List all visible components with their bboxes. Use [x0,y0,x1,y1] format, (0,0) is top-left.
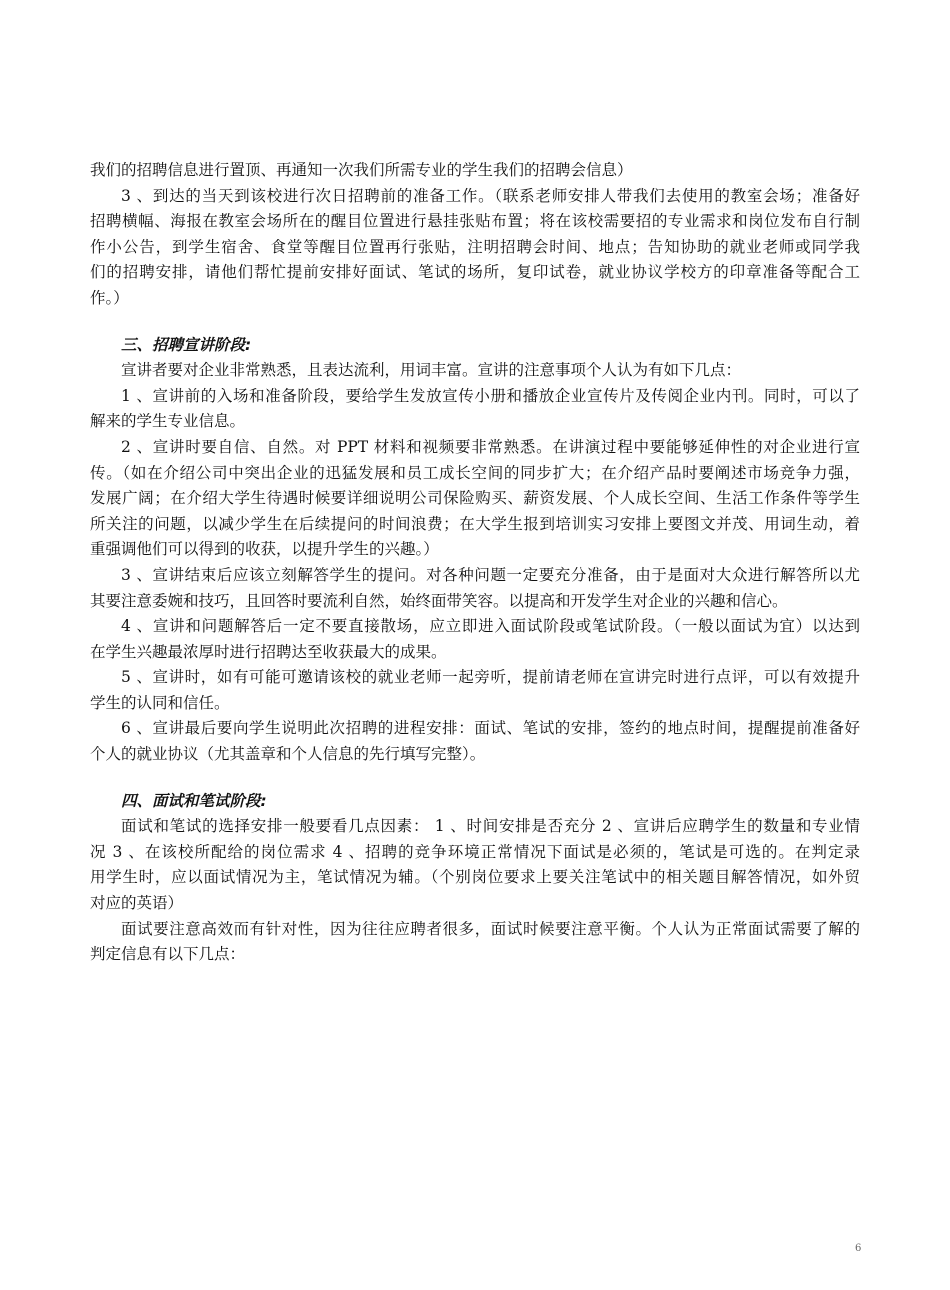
body-line: 学生的认同和信任。 [90,693,230,712]
body-line: 3 、到达的当天到该校进行次日招聘前的准备工作。（联系老师安排人带我们去使用的教室会场；准备好 [121,186,860,205]
body-line: 1 、宣讲前的入场和准备阶段，要给学生发放宣传小册和播放企业宣传片及传阅企业内刊。同时，可以了 [121,386,860,405]
section-gap [90,768,860,789]
body-line: 6 、宣讲最后要向学生说明此次招聘的进程安排：面试、笔试的安排，签约的地点时间，提醒提前准备好 [121,719,860,738]
body-line: 作。） [90,288,129,307]
body-line: 况 3 、在该校所配给的岗位需求 4 、招聘的竞争环境正常情况下面试是必须的，笔试是可选的。在判定录 [90,842,860,861]
body-line: 其要注意委婉和技巧，且回答时要流利自然，始终面带笑容。以提高和开发学生对企业的兴趣和信心。 [90,591,788,610]
body-line: 重强调他们可以得到的收获，以提升学生的兴趣。） [90,540,439,559]
body-line: 对应的英语） [90,894,184,913]
body-line: 2 、宣讲时要自信、自然。对 PPT 材料和视频要非常熟悉。在讲演过程中要能够延伸性的对企业进行宣 [121,437,860,456]
body-line: 传。（如在介绍公司中突出企业的迅猛发展和员工成长空间的同步扩大；在介绍产品时要阐述市场竞争力强， [90,463,860,482]
body-line: 3 、宣讲结束后应该立刻解答学生的提问。对各种问题一定要充分准备，由于是面对大众进行解答所以尤 [121,565,860,584]
body-line: 宣讲者要对企业非常熟悉，且表达流利，用词丰富。宣讲的注意事项个人认为有如下几点： [121,361,742,380]
body-line: 判定信息有以下几点： [90,945,246,964]
body-line: 招聘横幅、海报在教室会场所在的醒目位置进行悬挂张贴布置；将在该校需要招的专业需求和岗位发布自行制 [90,212,860,231]
body-line: 我们的招聘信息进行置顶、再通知一次我们所需专业的学生我们的招聘会信息） [90,161,633,179]
body-line: 用学生时，应以面试情况为主，笔试情况为辅。（个别岗位要求上要关注笔试中的相关题目解答情况，如外贸 [90,868,860,887]
body-line: 面试要注意高效而有针对性，因为往往应聘者很多，面试时候要注意平衡。个人认为正常面试需要了解的 [121,919,860,938]
body-line: 作小公告，到学生宿舍、食堂等醒目位置再行张贴，注明招聘会时间、地点；告知协助的就业老师或同学我 [90,237,860,256]
body-line: 在学生兴趣最浓厚时进行招聘达至收获最大的成果。 [90,642,447,661]
section-gap [90,312,860,333]
body-line: 所关注的问题，以减少学生在后续提问的时间浪费；在大学生报到培训实习安排上要图文并茂、用词生动，着 [90,514,860,533]
document-body [90,158,860,968]
body-line: 们的招聘安排，请他们帮忙提前安排好面试、笔试的场所，复印试卷，就业协议学校方的印章准备等配合工 [90,263,860,282]
page-number: 6 [855,1243,862,1254]
section-heading: 三、招聘宣讲阶段: [121,335,252,354]
body-line: 发展广阔；在介绍大学生待遇时候要详细说明公司保险购买、薪资发展、个人成长空间、生活工作条件等学生 [90,489,860,508]
body-line: 面试和笔试的选择安排一般要看几点因素： 1 、时间安排是否充分 2 、宣讲后应聘学生的数量和专业情 [121,817,860,836]
section-heading: 四、面试和笔试阶段: [121,791,267,810]
body-line: 4 、宣讲和问题解答后一定不要直接散场，应立即进入面试阶段或笔试阶段。（一般以面试为宜）以达到 [121,617,860,636]
body-line: 5 、宣讲时，如有可能可邀请该校的就业老师一起旁听，提前请老师在宣讲完时进行点评，可以有效提升 [121,668,860,687]
body-line: 解来的学生专业信息。 [90,412,246,431]
body-line: 个人的就业协议（尤其盖章和个人信息的先行填写完整）。 [90,745,486,764]
